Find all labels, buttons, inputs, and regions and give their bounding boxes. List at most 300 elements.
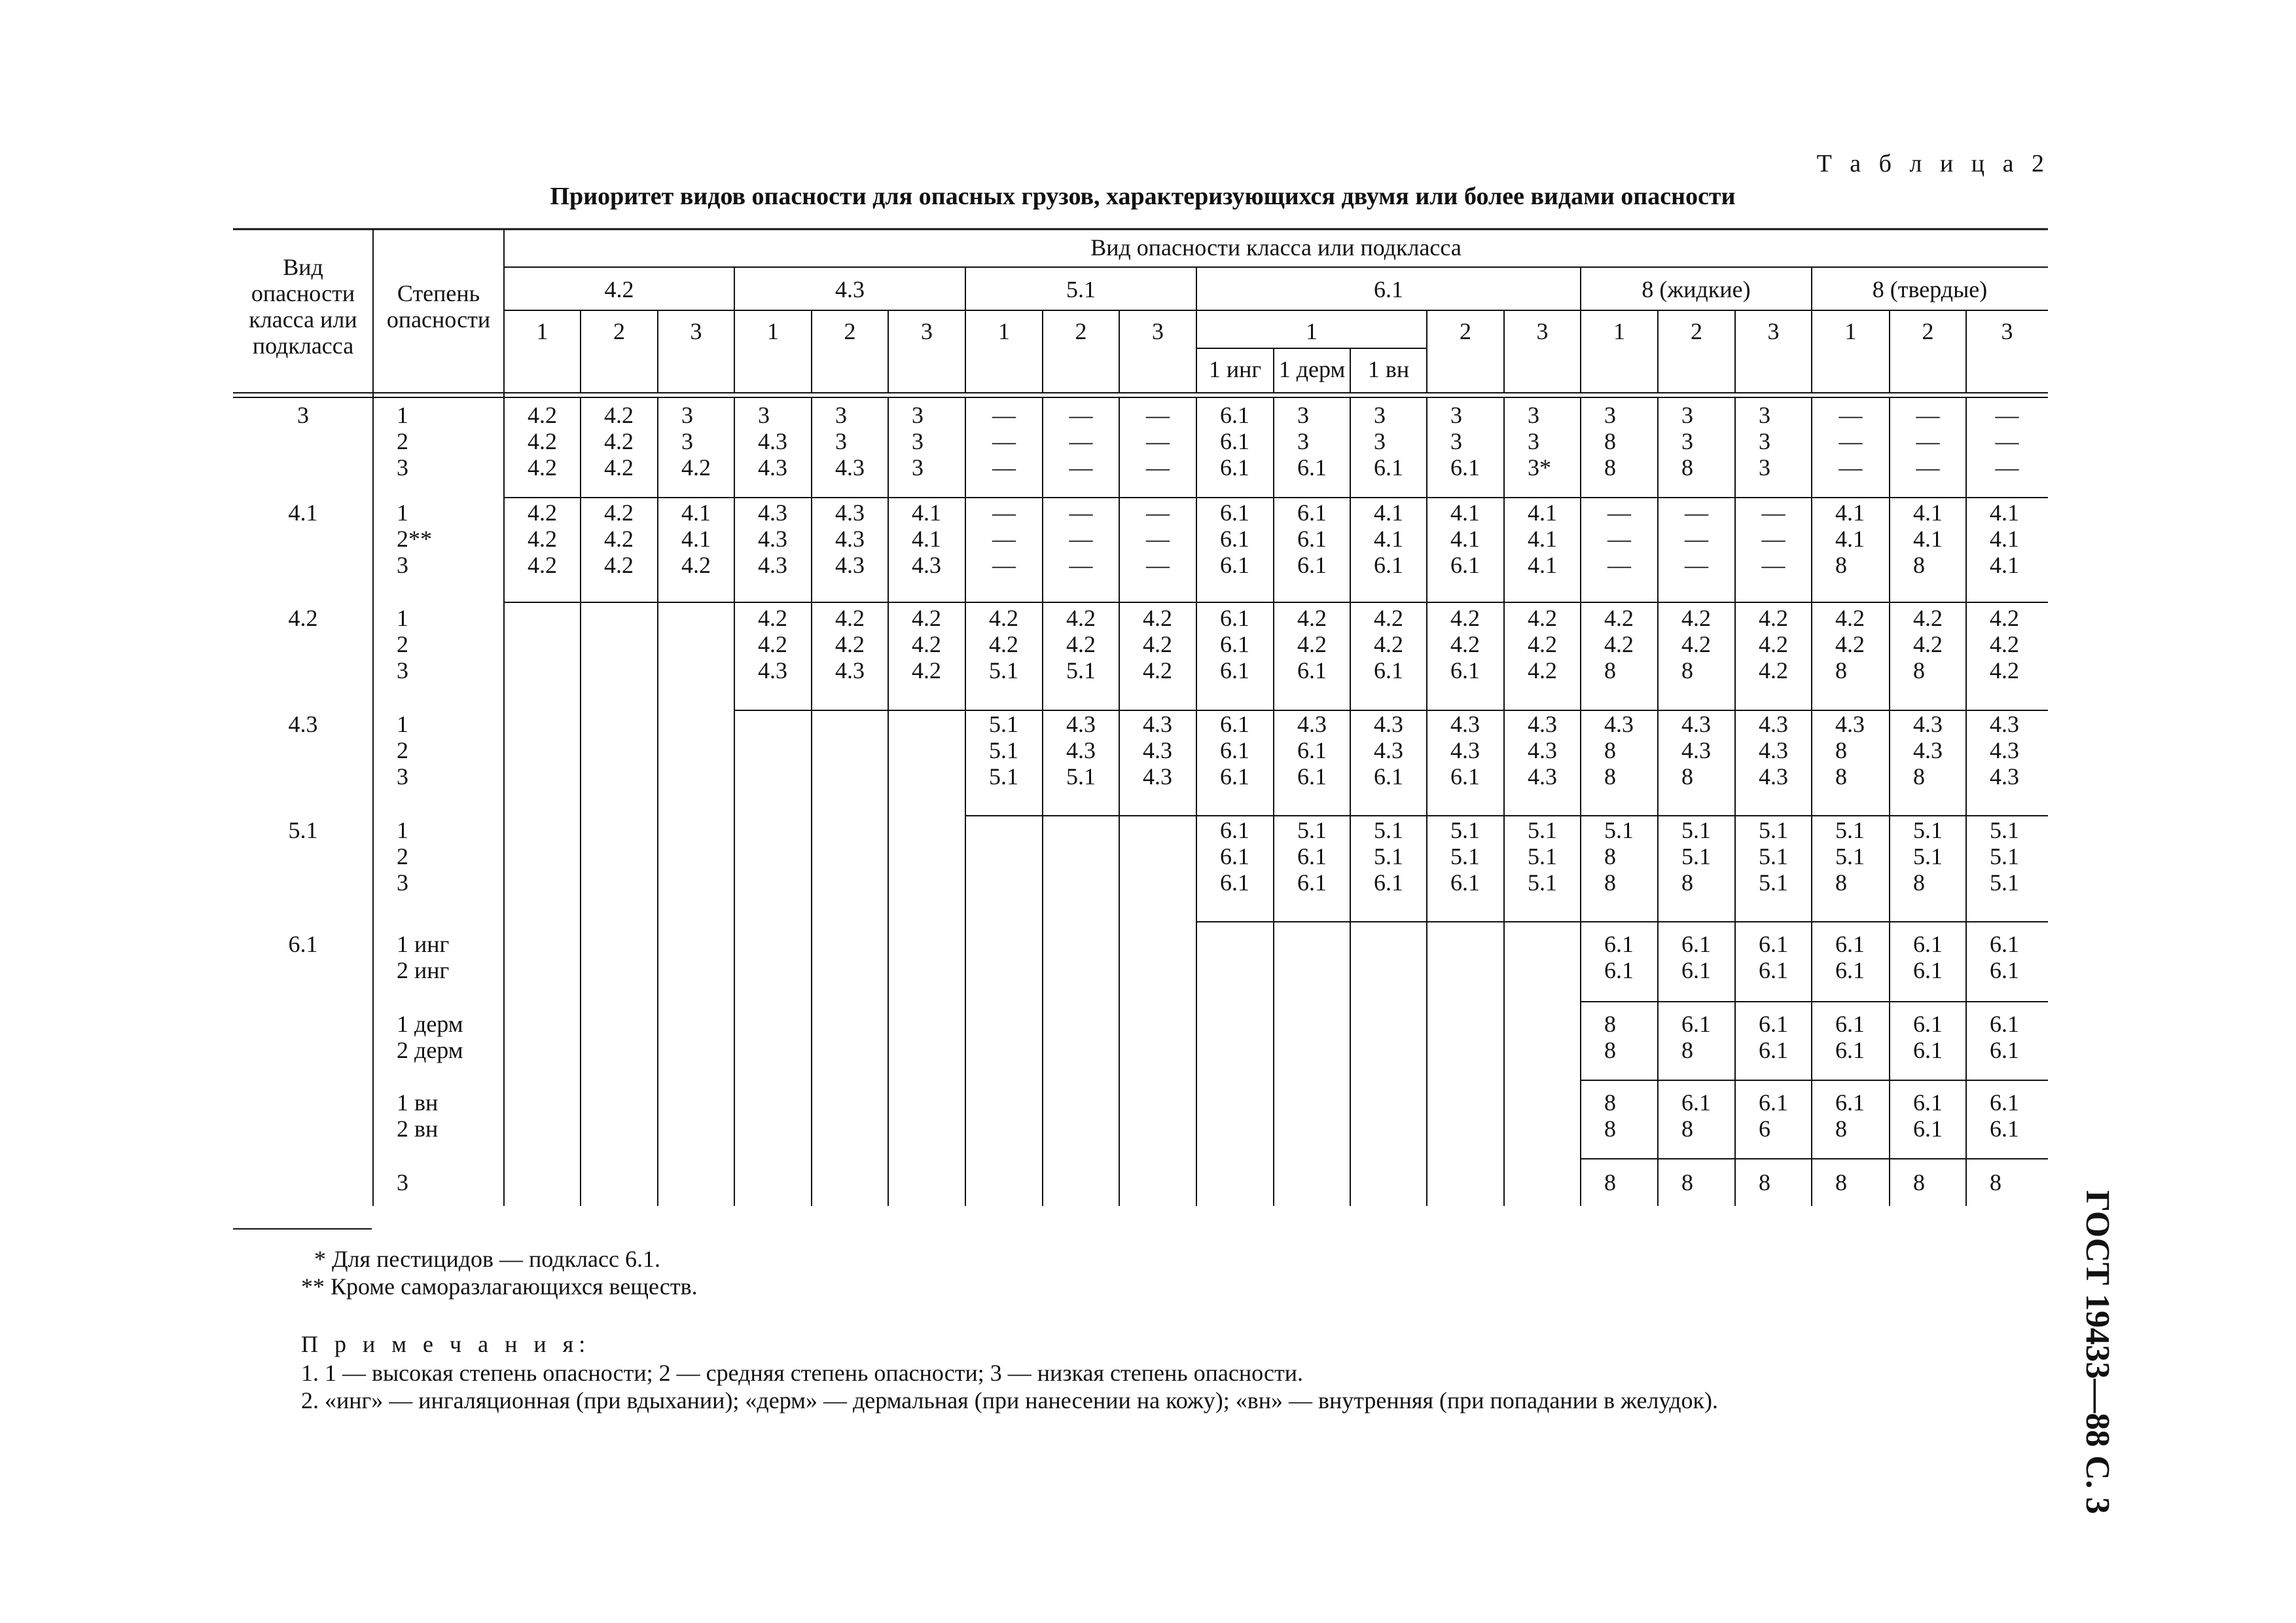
table-cell-value: 4.2 <box>604 552 634 578</box>
table-cell-value: 4.2 <box>1143 631 1172 657</box>
header-61-sublabel: 1 инг <box>1208 356 1262 382</box>
table-cell-value: 6.1 <box>1297 843 1327 869</box>
table-cell-value: — <box>1916 402 1940 428</box>
table-cell-value: 6.1 <box>1990 1037 2019 1063</box>
table-cell-value: 3 <box>681 428 693 454</box>
table-cell-value: 5.1 <box>1835 817 1865 843</box>
table-cell-value: — <box>1685 500 1708 526</box>
table-cell-value: 6.1 <box>1913 1116 1943 1142</box>
table-cell-value: 4.3 <box>1066 711 1096 737</box>
table-cell-value: 4.2 <box>681 454 711 481</box>
table-cell-value: — <box>992 402 1016 428</box>
table-cell-value: 3 <box>1450 402 1462 428</box>
table-cell-value: 4.1 <box>1528 552 1557 578</box>
table-cell-value: 4.3 <box>1759 711 1788 737</box>
table-cell-value: 6.1 <box>1990 1116 2019 1142</box>
row-degree: 1 дерм <box>397 1011 463 1037</box>
table-cell-value: 6.1 <box>1220 552 1249 578</box>
table-cell-value: 3* <box>1528 454 1551 481</box>
header-subcol-label: 3 <box>2001 318 2013 344</box>
table-cell-value: 3 <box>1759 402 1770 428</box>
table-cell-value: 8 <box>1604 843 1616 869</box>
table-cell-value: 4.2 <box>1990 631 2019 657</box>
table-cell-value: 5.1 <box>1681 817 1711 843</box>
table-cell-value: 5.1 <box>1450 843 1480 869</box>
header-group-label: 5.1 <box>1066 276 1096 302</box>
table-cell-value: — <box>1607 552 1631 578</box>
table-cell-value: 4.2 <box>1297 631 1327 657</box>
table-cell-value: 8 <box>1835 657 1847 684</box>
table-cell-value: 5.1 <box>1528 817 1557 843</box>
table-cell-value: — <box>1607 500 1631 526</box>
table-cell-value: 8 <box>1913 763 1925 790</box>
table-cell-value: 3 <box>912 454 924 481</box>
table-cell-value: 6.1 <box>1759 957 1788 983</box>
table-cell-value: — <box>1916 428 1940 454</box>
table-cell-value: 5.1 <box>1066 657 1096 684</box>
table-cell-value: 6.1 <box>1374 454 1403 481</box>
table-cell-value: 4.2 <box>912 657 941 684</box>
table-cell-value: 6.1 <box>1297 526 1327 552</box>
table-cell-value: 6.1 <box>1913 931 1943 957</box>
table-cell-value: 8 <box>1835 552 1847 578</box>
table-cell-value: 6.1 <box>1990 1011 2019 1037</box>
table-cell-value: 3 <box>835 402 847 428</box>
table-cell-value: 6.1 <box>1220 843 1249 869</box>
table-cell-value: 4.2 <box>528 552 557 578</box>
notes-title: П р и м е ч а н и я: <box>301 1331 591 1357</box>
table-cell-value: 4.3 <box>758 428 787 454</box>
table-cell-value: 4.2 <box>1990 657 2019 684</box>
table-cell-value: 6.1 <box>1604 957 1634 983</box>
table-cell-value: — <box>1069 454 1093 481</box>
header-class-line-2: опасности <box>251 280 355 306</box>
row-degree: 2 инг <box>397 957 450 983</box>
table-cell-value: 4.2 <box>528 428 557 454</box>
table-label: Т а б л и ц а 2 <box>1816 150 2050 177</box>
table-cell-value: 6.1 <box>1681 1011 1711 1037</box>
table-cell-value: 6.1 <box>1759 1089 1788 1116</box>
table-cell-value: 5.1 <box>1835 843 1865 869</box>
table-cell-value: 4.2 <box>604 526 634 552</box>
table-cell-value: 6.1 <box>1681 931 1711 957</box>
header-61-sublabel: 1 дерм <box>1278 356 1346 382</box>
table-cell-value: 6.1 <box>1297 552 1327 578</box>
table-cell-value: 4.2 <box>604 500 634 526</box>
table-cell-value: 8 <box>1913 869 1925 896</box>
table-cell-value: 6.1 <box>1913 1037 1943 1063</box>
table-cell-value: — <box>1916 454 1940 481</box>
table-cell-value: 4.2 <box>1297 605 1327 631</box>
header-subcol-label: 2 <box>1691 318 1702 344</box>
table-cell-value: 4.2 <box>1759 657 1788 684</box>
table-cell-value: 6.1 <box>1990 957 2019 983</box>
header-group-label: 4.3 <box>835 276 865 302</box>
table-cell-value: — <box>1069 500 1093 526</box>
table-cell-value: 5.1 <box>1990 817 2019 843</box>
table-cell-value: 5.1 <box>1913 843 1943 869</box>
table-cell-value: 8 <box>1604 1116 1616 1142</box>
header-subcol-label: 2 <box>844 318 856 344</box>
table-cell-value: 5.1 <box>1604 817 1634 843</box>
table-cell-value: 6.1 <box>1835 1037 1865 1063</box>
table-cell-value: — <box>1839 428 1863 454</box>
table-cell-value: 4.3 <box>835 454 865 481</box>
table-cell-value: 6.1 <box>1297 657 1327 684</box>
table-cell-value: 4.2 <box>835 605 865 631</box>
table-cell-value: 4.2 <box>1759 605 1788 631</box>
table-cell-value: 4.3 <box>1374 711 1403 737</box>
table-cell-value: 4.2 <box>758 605 787 631</box>
table-cell-value: 4.1 <box>1913 500 1943 526</box>
row-degree: 1 <box>397 402 408 428</box>
table-cell-value: 6 <box>1759 1116 1770 1142</box>
table-cell-value: 3 <box>835 428 847 454</box>
table-cell-value: 6.1 <box>1450 657 1480 684</box>
table-cell-value: — <box>1685 552 1708 578</box>
table-cell-value: 4.3 <box>835 500 865 526</box>
table-cell-value: 4.3 <box>758 500 787 526</box>
row-class-label: 4.1 <box>288 500 318 526</box>
table-cell-value: 3 <box>1528 428 1539 454</box>
table-cell-value: 6.1 <box>1297 763 1327 790</box>
table-cell-value: 4.2 <box>1913 631 1943 657</box>
table-cell-value: 6.1 <box>1220 657 1249 684</box>
table-cell-value: 8 <box>1681 1116 1693 1142</box>
table-cell-value: 6.1 <box>1604 931 1634 957</box>
table-cell-value: 6.1 <box>1220 428 1249 454</box>
table-cell-value: 3 <box>681 402 693 428</box>
table-cell-value: 4.1 <box>1913 526 1943 552</box>
header-class-line-1: Вид <box>283 254 323 280</box>
table-cell-value: 4.3 <box>1990 711 2019 737</box>
row-degree: 2 <box>397 428 408 454</box>
row-degree: 3 <box>397 454 408 481</box>
table-cell-value: 8 <box>1681 657 1693 684</box>
header-group-label: 8 (жидкие) <box>1641 276 1751 302</box>
table-cell-value: 4.2 <box>1604 631 1634 657</box>
table-cell-value: 5.1 <box>989 711 1018 737</box>
table-cell-value: 4.3 <box>1450 711 1480 737</box>
table-cell-value: 4.3 <box>912 552 941 578</box>
table-cell-value: 6.1 <box>1374 552 1403 578</box>
table-cell-value: 4.1 <box>1990 526 2019 552</box>
table-cell-value: 5.1 <box>1374 843 1403 869</box>
table-cell-value: 4.3 <box>1913 711 1943 737</box>
table-cell-value: 4.3 <box>1143 711 1172 737</box>
table-cell-value: — <box>992 500 1016 526</box>
table-cell-value: 4.1 <box>1374 500 1403 526</box>
table-cell-value: 4.2 <box>912 631 941 657</box>
table-cell-value: 4.2 <box>912 605 941 631</box>
table-cell-value: — <box>1146 454 1170 481</box>
table-cell-value: 4.1 <box>681 500 711 526</box>
row-degree: 1 <box>397 711 408 737</box>
table-cell-value: 3 <box>1528 402 1539 428</box>
table-cell-value: 4.3 <box>1990 737 2019 763</box>
table-cell-value: 6.1 <box>1220 454 1249 481</box>
table-cell-value: 5.1 <box>1374 817 1403 843</box>
table-cell-value: 4.2 <box>1066 605 1096 631</box>
table-cell-value: 6.1 <box>1220 737 1249 763</box>
table-cell-value: 6.1 <box>1759 1037 1788 1063</box>
table-cell-value: 4.3 <box>1835 711 1865 737</box>
row-degree: 2 <box>397 631 408 657</box>
table-cell-value: 4.1 <box>1374 526 1403 552</box>
table-cell-value: 3 <box>758 402 770 428</box>
table-cell-value: 4.1 <box>912 500 941 526</box>
table-cell-value: — <box>1069 428 1093 454</box>
table-cell-value: 4.3 <box>835 552 865 578</box>
table-cell-value: 4.2 <box>1374 605 1403 631</box>
table-cell-value: 4.2 <box>1528 631 1557 657</box>
row-degree: 2 вн <box>397 1116 439 1142</box>
table-cell-value: 6.1 <box>1681 1089 1711 1116</box>
table-cell-value: 6.1 <box>1835 1089 1865 1116</box>
table-cell-value: 5.1 <box>1450 817 1480 843</box>
row-degree: 2 <box>397 843 408 869</box>
table-cell-value: 3 <box>1450 428 1462 454</box>
table-cell-value: 6.1 <box>1450 869 1480 896</box>
table-cell-value: — <box>1761 552 1785 578</box>
header-group-label: 4.2 <box>604 276 634 302</box>
table-cell-value: 4.2 <box>1528 605 1557 631</box>
table-cell-value: 3 <box>1681 402 1693 428</box>
row-degree: 1 <box>397 817 408 843</box>
row-degree: 1 <box>397 605 408 631</box>
table-cell-value: 5.1 <box>1759 843 1788 869</box>
table-cell-value: 4.1 <box>1990 500 2019 526</box>
table-cell-value: 4.2 <box>1681 605 1711 631</box>
table-cell-value: 3 <box>1297 402 1309 428</box>
table-cell-value: 8 <box>1681 454 1693 481</box>
table-cell-value: 4.2 <box>604 402 634 428</box>
row-degree: 2** <box>397 526 432 552</box>
table-cell-value: — <box>1839 454 1863 481</box>
table-cell-value: — <box>992 428 1016 454</box>
table-cell-value: 5.1 <box>1297 817 1327 843</box>
row-degree: 2 <box>397 737 408 763</box>
table-cell-value: 4.3 <box>758 526 787 552</box>
table-cell-value: 3 <box>1374 428 1386 454</box>
table-cell-value: 8 <box>1835 1116 1847 1142</box>
table-cell-value: 3 <box>1759 454 1770 481</box>
table-cell-value: 4.3 <box>1913 737 1943 763</box>
table-cell-value: 8 <box>1681 1169 1693 1195</box>
table-cell-value: 4.3 <box>835 657 865 684</box>
table-cell-value: 6.1 <box>1297 737 1327 763</box>
table-cell-value: 4.2 <box>528 500 557 526</box>
table-cell-value: 4.1 <box>681 526 711 552</box>
header-subcol-label: 3 <box>921 318 933 344</box>
table-cell-value: 6.1 <box>1450 763 1480 790</box>
table-cell-value: 4.1 <box>1528 526 1557 552</box>
table-cell-value: — <box>992 552 1016 578</box>
row-class-label: 6.1 <box>288 931 318 957</box>
table-cell-value: 6.1 <box>1913 1089 1943 1116</box>
table-cell-value: 5.1 <box>1681 843 1711 869</box>
header-subcol-label: 1 <box>767 318 779 344</box>
row-class-label: 4.2 <box>288 605 318 631</box>
table-cell-value: 8 <box>1681 1037 1693 1063</box>
table-cell-value: 6.1 <box>1759 931 1788 957</box>
table-cell-value: — <box>1995 454 2019 481</box>
table-cell-value: 4.2 <box>1450 605 1480 631</box>
table-cell-value: 6.1 <box>1374 869 1403 896</box>
table-cell-value: 6.1 <box>1220 402 1249 428</box>
table-cell-value: 8 <box>1681 763 1693 790</box>
table-cell-value: 5.1 <box>989 657 1018 684</box>
table-cell-value: 8 <box>1990 1169 2001 1195</box>
table-cell-value: 8 <box>1604 454 1616 481</box>
table-cell-value: 6.1 <box>1681 957 1711 983</box>
table-cell-value: — <box>1685 526 1708 552</box>
table-cell-value: 4.2 <box>989 631 1018 657</box>
table-cell-value: — <box>992 526 1016 552</box>
table-cell-value: 8 <box>1604 763 1616 790</box>
table-cell-value: 4.2 <box>1913 605 1943 631</box>
header-subcol-label: 3 <box>690 318 702 344</box>
table-cell-value: 5.1 <box>1990 869 2019 896</box>
table-cell-value: 8 <box>1913 1169 1925 1195</box>
table-cell-value: 4.2 <box>528 454 557 481</box>
table-cell-value: 4.2 <box>989 605 1018 631</box>
table-cell-value: 4.1 <box>1990 552 2019 578</box>
table-cell-value: 4.2 <box>1835 631 1865 657</box>
header-61-sublabel: 1 вн <box>1367 356 1410 382</box>
table-cell-value: — <box>1607 526 1631 552</box>
table-cell-value: 4.2 <box>681 552 711 578</box>
table-cell-value: — <box>1069 552 1093 578</box>
table-cell-value: 4.2 <box>528 526 557 552</box>
table-cell-value: 5.1 <box>1528 843 1557 869</box>
header-degree-line-1: Степень <box>397 280 480 306</box>
table-cell-value: 6.1 <box>1220 711 1249 737</box>
header-degree-line-2: опасности <box>386 306 491 333</box>
table-cell-value: — <box>1839 402 1863 428</box>
row-degree: 3 <box>397 657 408 684</box>
header-subcol-label: 2 <box>1460 318 1471 344</box>
note-2: 2. «инг» — ингаляционная (при вдыхании); «дерм» — дермальная (при нанесении на кожу); «вн» — внутренняя (при попадании в желудок). <box>301 1387 1719 1413</box>
table-cell-value: — <box>1995 402 2019 428</box>
row-degree: 3 <box>397 763 408 790</box>
table-cell-value: 6.1 <box>1220 631 1249 657</box>
table-cell-value: 6.1 <box>1220 605 1249 631</box>
table-cell-value: 4.3 <box>1450 737 1480 763</box>
footnote-pesticides: * Для пестицидов — подкласс 6.1. <box>314 1246 660 1272</box>
table-cell-value: 4.2 <box>1604 605 1634 631</box>
table-cell-value: 4.3 <box>1681 711 1711 737</box>
table-cell-value: 4.2 <box>1681 631 1711 657</box>
table-cell-value: 4.2 <box>604 428 634 454</box>
table-cell-value: — <box>1146 402 1170 428</box>
table-cell-value: — <box>1146 428 1170 454</box>
table-cell-value: 8 <box>1604 1011 1616 1037</box>
table-cell-value: 6.1 <box>1297 869 1327 896</box>
table-cell-value: 4.3 <box>1681 737 1711 763</box>
table-cell-value: 3 <box>1759 428 1770 454</box>
table-cell-value: 6.1 <box>1220 500 1249 526</box>
table-cell-value: 6.1 <box>1450 552 1480 578</box>
table-cell-value: 6.1 <box>1913 1011 1943 1037</box>
table-cell-value: — <box>1146 552 1170 578</box>
table-cell-value: — <box>992 454 1016 481</box>
row-degree: 1 <box>397 500 408 526</box>
table-cell-value: 4.3 <box>1604 711 1634 737</box>
table-cell-value: 6.1 <box>1835 931 1865 957</box>
table-cell-value: 6.1 <box>1220 526 1249 552</box>
table-cell-value: 8 <box>1835 869 1847 896</box>
table-cell-value: 4.2 <box>1066 631 1096 657</box>
table-cell-value: 8 <box>1913 657 1925 684</box>
row-degree: 2 дерм <box>397 1037 463 1063</box>
table-cell-value: 8 <box>1604 428 1616 454</box>
table-cell-value: 6.1 <box>1835 1011 1865 1037</box>
table-cell-value: 5.1 <box>1913 817 1943 843</box>
table-cell-value: 4.2 <box>1450 631 1480 657</box>
table-cell-value: 4.2 <box>1759 631 1788 657</box>
header-hazard-type: Вид опасности класса или подкласса <box>1090 234 1462 261</box>
header-subcol-label: 2 <box>613 318 625 344</box>
table-cell-value: 3 <box>1681 428 1693 454</box>
table-cell-value: 6.1 <box>1297 454 1327 481</box>
table-cell-value: 4.2 <box>1143 657 1172 684</box>
table-cell-value: 4.3 <box>758 657 787 684</box>
header-subcol-label: 2 <box>1922 318 1934 344</box>
table-cell-value: 4.2 <box>1835 605 1865 631</box>
table-cell-value: 8 <box>1604 1037 1616 1063</box>
table-cell-value: 5.1 <box>1759 817 1788 843</box>
table-cell-value: 4.3 <box>1143 763 1172 790</box>
table-cell-value: 8 <box>1604 737 1616 763</box>
table-cell-value: — <box>1761 500 1785 526</box>
table-cell-value: 8 <box>1681 869 1693 896</box>
table-cell-value: 6.1 <box>1220 869 1249 896</box>
table-cell-value: 4.1 <box>1835 526 1865 552</box>
table-cell-value: 3 <box>912 428 924 454</box>
table-cell-value: 8 <box>1759 1169 1770 1195</box>
table-cell-value: 4.3 <box>1528 763 1557 790</box>
table-title: Приоритет видов опасности для опасных грузов, характеризующихся двумя или более видами опасности <box>550 183 1736 210</box>
row-class-label: 5.1 <box>288 817 318 843</box>
table-cell-value: 6.1 <box>1990 931 2019 957</box>
table-cell-value: 6.1 <box>1990 1089 2019 1116</box>
table-cell-value: 8 <box>1604 657 1616 684</box>
table-cell-value: 3 <box>1604 402 1616 428</box>
footnote-self-decomposing: ** Кроме саморазлагающихся веществ. <box>301 1273 698 1300</box>
table-cell-value: 4.2 <box>1143 605 1172 631</box>
table-cell-value: 8 <box>1604 1169 1616 1195</box>
table-cell-value: 6.1 <box>1220 763 1249 790</box>
header-group-label: 6.1 <box>1374 276 1403 302</box>
table-cell-value: — <box>1069 402 1093 428</box>
table-cell-value: 5.1 <box>989 763 1018 790</box>
note-1: 1. 1 — высокая степень опасности; 2 — средняя степень опасности; 3 — низкая степень опасности. <box>301 1360 1304 1386</box>
header-group-label: 8 (твердые) <box>1872 276 1988 302</box>
header-subcol-label: 3 <box>1536 318 1549 344</box>
table-cell-value: 6.1 <box>1374 763 1403 790</box>
table-cell-value: 4.2 <box>1528 657 1557 684</box>
table-cell-value: 6.1 <box>1374 657 1403 684</box>
header-subcol-label: 3 <box>1152 318 1164 344</box>
table-cell-value: 3 <box>912 402 924 428</box>
table-cell-value: — <box>1069 526 1093 552</box>
table-cell-value: 4.3 <box>758 552 787 578</box>
table-cell-value: 3 <box>1297 428 1309 454</box>
table-cell-value: 4.3 <box>1374 737 1403 763</box>
row-class-label: 3 <box>297 402 309 428</box>
table-cell-value: — <box>1995 428 2019 454</box>
